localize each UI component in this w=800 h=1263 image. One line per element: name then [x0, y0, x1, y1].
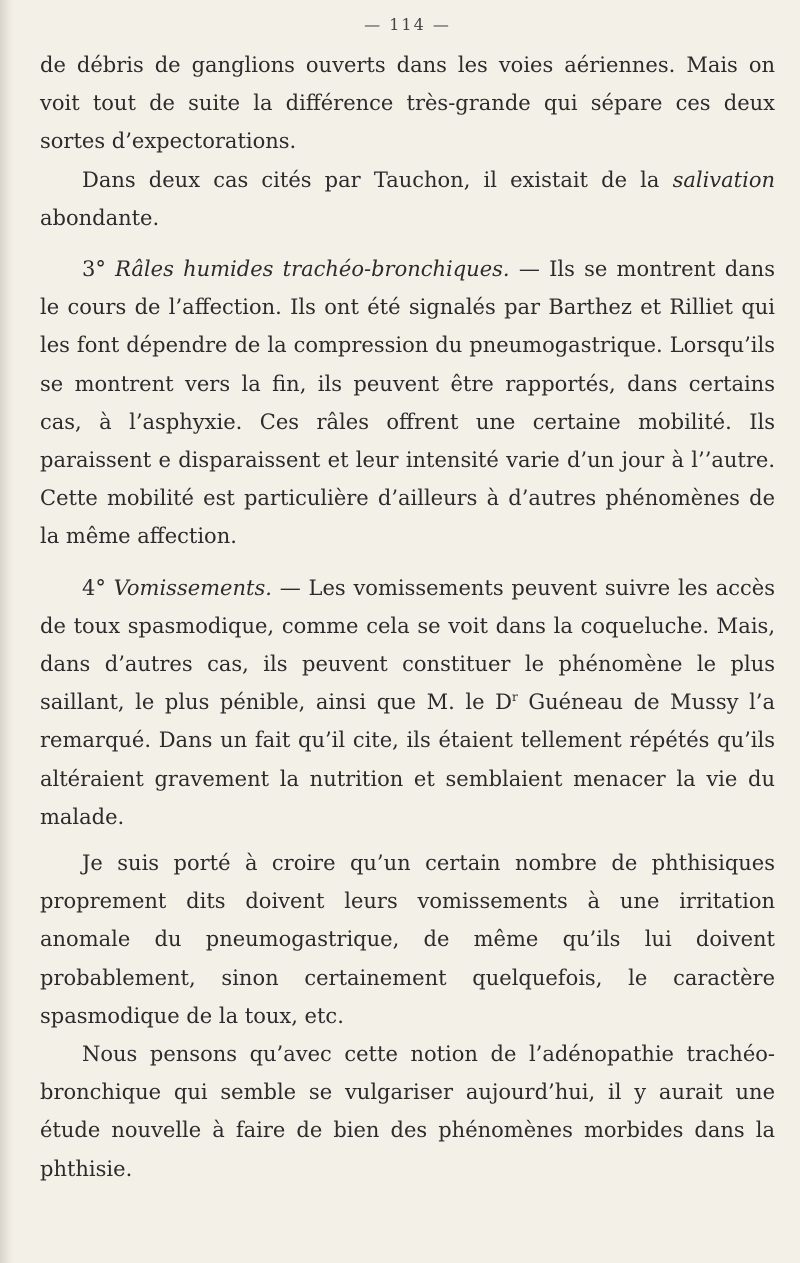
page-number: — 114 — [364, 15, 451, 34]
page-edge-shadow [0, 0, 14, 1263]
paragraph-2 [40, 161, 775, 237]
paragraph-6 [40, 1035, 775, 1188]
section-heading: Râles humides trachéo-bronchiques. [115, 257, 510, 282]
body-text [40, 46, 775, 1188]
paragraph-3-text: — Ils se montrent dans le cours de l’affection. Ils ont été signalés par Barthez et Rilliet qui les font dépendre de la compression du pneumogastrique. Lorsqu’ils se montrent vers la fin, ils peuvent être rapportés, dans certains cas, à l’asphyxie. Ces râles offrent une certaine mobilité. Ils paraissent e disparaissent et leur intensité varie d’un jour à l’’autre. Cette mobilité est particulière d’ailleurs à d’autres phénomènes de la même affection. [40, 257, 775, 549]
paragraph-3 [40, 250, 775, 556]
paragraph-2-text-end: abondante. [40, 205, 160, 230]
italic-term: salivation [672, 167, 775, 192]
paragraph-5-text: Je suis porté à croire qu’un certain nombre de phthisiques proprement dits doivent leurs vomissements à une irritation anomale du pneumogastrique, de même qu’ils lui doivent probablement, sinon certainement quelquefois, le caractère spasmodique de la toux, etc. [40, 851, 775, 1028]
paragraph-4-text: — Les vomissements peuvent suivre les accès de toux spasmodique, comme cela se voit dans la coqueluche. Mais, dans d’autres cas, ils peuvent constituer le phénomène le plus saillant, le plus pénible, ainsi que M. le D [40, 575, 775, 715]
paragraph-4-text-end: Guéneau de Mussy l’a remarqué. Dans un fait qu’il cite, ils étaient tellement répétés qu’ils altéraient gravement la nutrition et semblaient menacer la vie du malade. [40, 690, 776, 829]
superscript: r [512, 690, 518, 705]
paragraph-2-text: Dans deux cas cités par Tauchon, il existait de la [82, 167, 673, 192]
paragraph-1-text: de débris de ganglions ouverts dans les voies aériennes. Mais on voit tout de suite la différence très-grande qui sépare ces deux sortes d’expectorations. [40, 53, 775, 154]
section-number: 4° [82, 575, 114, 600]
paragraph-5 [40, 844, 775, 1035]
paragraph-6-text: Nous pensons qu’avec cette notion de l’adénopathie trachéo-bronchique qui semble se vulgariser aujourd’hui, il y aurait une étude nouvelle à faire de bien des phénomènes morbides dans la phthisie. [40, 1042, 775, 1181]
section-heading: Vomissements. [113, 575, 272, 600]
paragraph-1 [40, 46, 775, 161]
paragraph-4 [40, 569, 775, 836]
section-number: 3° [82, 257, 116, 282]
